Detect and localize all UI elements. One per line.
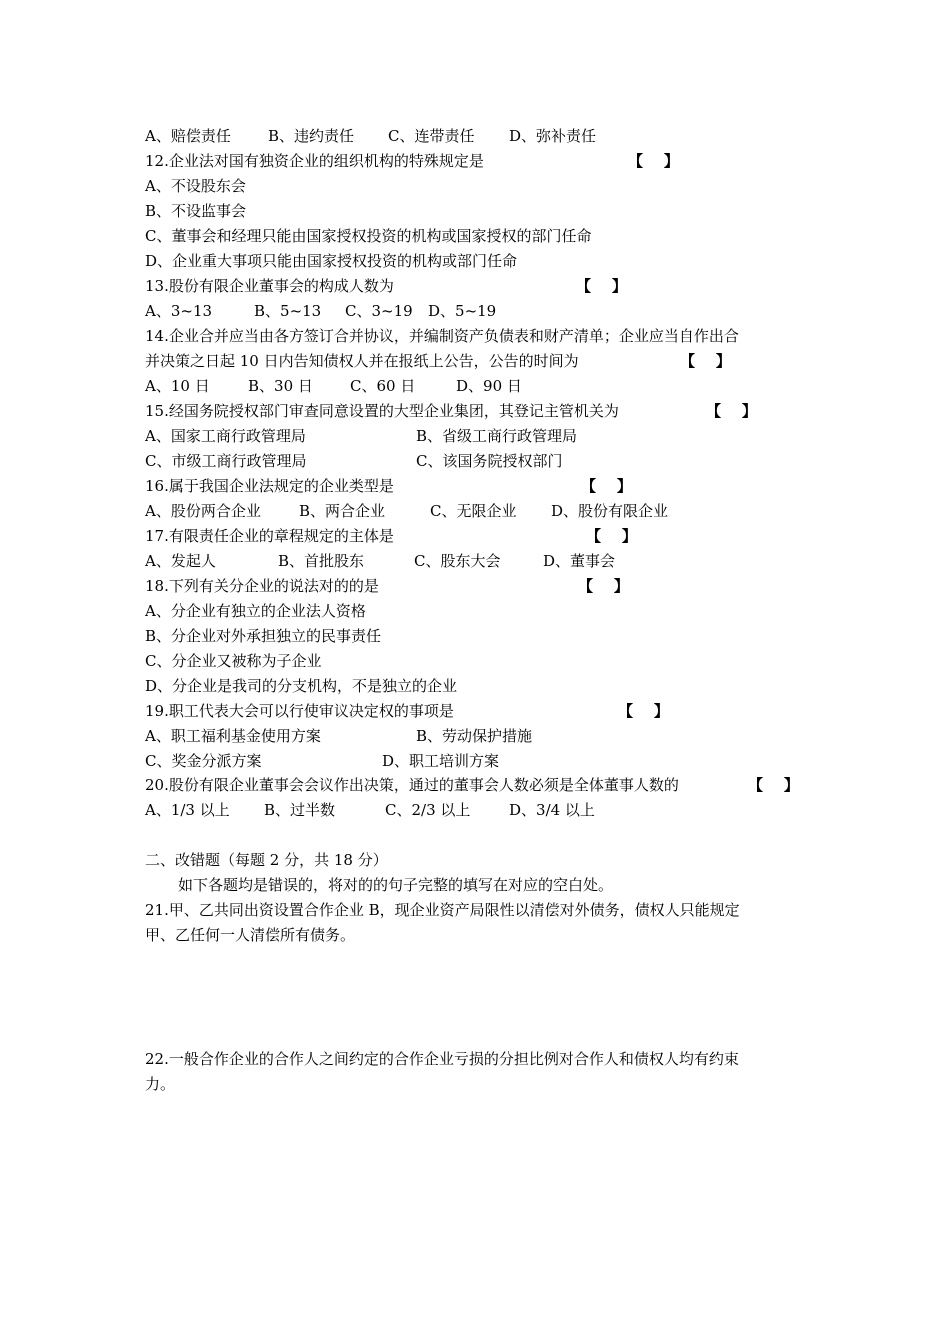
q14-option-c: C、60 日 [350,377,416,395]
q20-option-b: B、过半数 [264,801,336,819]
q18-answer-bracket: 【 】 [578,577,629,595]
q13-stem: 13.股份有限企业董事会的构成人数为 [145,277,394,295]
q15-option-c: C、市级工商行政管理局 [145,452,307,470]
q17-answer-bracket: 【 】 [586,527,637,545]
q12-option-a: A、不设股东会 [145,177,246,195]
q19-option-b: B、劳动保护措施 [416,727,533,745]
q21-line2: 甲、乙任何一人清偿所有债务。 [145,926,356,944]
q15-option-a: A、国家工商行政管理局 [145,427,306,445]
section2-heading: 二、改错题（每题 2 分，共 18 分） [145,851,388,869]
q20-option-c: C、2/3 以上 [385,801,471,819]
q19-option-d: D、职工培训方案 [382,752,500,770]
q22-line2: 力。 [145,1075,176,1093]
q18-option-a: A、分企业有独立的企业法人资格 [145,602,366,620]
q16-option-b: B、两合企业 [299,502,386,520]
q15-option-d: C、该国务院授权部门 [416,452,563,470]
q16-answer-bracket: 【 】 [581,477,632,495]
q20-option-d: D、3/4 以上 [509,801,595,819]
q15-stem: 15.经国务院授权部门审查同意设置的大型企业集团，其登记主管机关为 [145,402,619,420]
q18-option-b: B、分企业对外承担独立的民事责任 [145,627,382,645]
q12-option-b: B、不设监事会 [145,202,247,220]
q12-option-c: C、董事会和经理只能由国家授权投资的机构或国家授权的部门任命 [145,227,592,245]
q17-option-a: A、发起人 [145,552,216,570]
q11-option-c: C、连带责任 [388,127,475,145]
q20-option-a: A、1/3 以上 [145,801,230,819]
q16-option-c: C、无限企业 [430,502,517,520]
q12-option-d: D、企业重大事项只能由国家授权投资的机构或部门任命 [145,252,518,270]
q11-option-d: D、弥补责任 [509,127,597,145]
q19-answer-bracket: 【 】 [618,702,669,720]
q20-stem: 20.股份有限企业董事会会议作出决策，通过的董事会人数必须是全体董事人数的 [145,776,679,794]
q11-option-a: A、赔偿责任 [145,127,231,145]
q14-answer-bracket: 【 】 [680,352,731,370]
q15-answer-bracket: 【 】 [706,402,757,420]
q16-stem: 16.属于我国企业法规定的企业类型是 [145,477,394,495]
q18-stem: 18.下列有关分企业的说法对的的是 [145,577,379,595]
q13-option-b: B、5~13 [254,302,322,320]
q14-stem-line1: 14.企业合并应当由各方签订合并协议，并编制资产负债表和财产清单；企业应当自作出合 [145,327,739,345]
q19-stem: 19.职工代表大会可以行使审议决定权的事项是 [145,702,454,720]
q13-option-a: A、3~13 [145,302,213,320]
q21-line1: 21.甲、乙共同出资设置合作企业 B，现企业资产局限性以清偿对外债务，债权人只能规定 [145,901,740,919]
q14-option-d: D、90 日 [456,377,522,395]
q17-option-d: D、董事会 [543,552,616,570]
q22-line1: 22.一般合作企业的合作人之间约定的合作企业亏损的分担比例对合作人和债权人均有约束 [145,1050,739,1068]
q15-option-b: B、省级工商行政管理局 [416,427,578,445]
q13-option-c: C、3~19 [345,302,413,320]
section2-instruction: 如下各题均是错误的，将对的的句子完整的填写在对应的空白处。 [178,876,614,894]
q12-stem: 12.企业法对国有独资企业的组织机构的特殊规定是 [145,152,484,170]
q19-option-a: A、职工福利基金使用方案 [145,727,321,745]
q18-option-d: D、分企业是我司的分支机构，不是独立的企业 [145,677,458,695]
q17-option-c: C、股东大会 [414,552,501,570]
q17-stem: 17.有限责任企业的章程规定的主体是 [145,527,394,545]
q19-option-c: C、奖金分派方案 [145,752,262,770]
q14-stem-line2: 并决策之日起 10 日内告知债权人并在报纸上公告，公告的时间为 [145,352,579,370]
q16-option-d: D、股份有限企业 [551,502,669,520]
q17-option-b: B、首批股东 [278,552,365,570]
q13-answer-bracket: 【 】 [576,277,627,295]
q14-option-b: B、30 日 [248,377,313,395]
q12-answer-bracket: 【 】 [628,152,679,170]
q11-option-b: B、违约责任 [268,127,355,145]
q14-option-a: A、10 日 [145,377,210,395]
q20-answer-bracket: 【 】 [748,776,799,794]
q16-option-a: A、股份两合企业 [145,502,261,520]
q13-option-d: D、5~19 [428,302,497,320]
q18-option-c: C、分企业又被称为子企业 [145,652,322,670]
